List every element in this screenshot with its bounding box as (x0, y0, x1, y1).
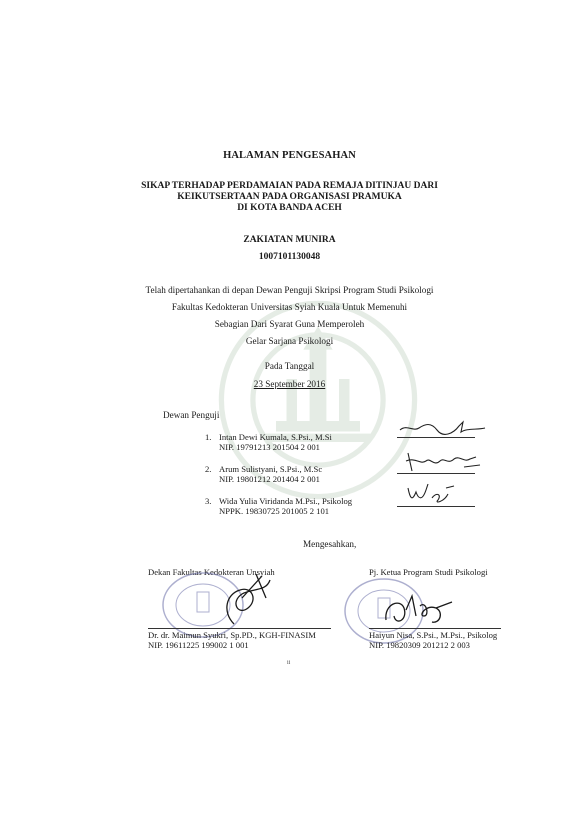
dean-id: NIP. 19611225 199002 1 001 (148, 640, 249, 650)
examiner-3-id: NPPK. 19830725 201005 2 101 (219, 506, 330, 516)
dean-signature-line (148, 628, 331, 629)
page-heading: HALAMAN PENGESAHAN (223, 150, 356, 161)
thesis-title-line-1: SIKAP TERHADAP PERDAMAIAN PADA REMAJA DITINJAU DARI (141, 181, 438, 191)
examiner-3-name: Wida Yulia Viridanda M.Psi., Psikolog (219, 496, 353, 506)
examiner-1-name: Intan Dewi Kumala, S.Psi., M.Si (219, 432, 332, 442)
thesis-title-line-3: DI KOTA BANDA ACEH (237, 203, 342, 213)
statement-line-1: Telah dipertahankan di depan Dewan Penguji Skripsi Program Studi Psikologi (145, 285, 434, 295)
author-name: ZAKIATAN MUNIRA (243, 235, 336, 245)
approval-label: Mengesahkan, (303, 539, 357, 549)
examiner-1-signature-icon (397, 418, 487, 440)
examiner-2-name: Arum Sulistyani, S.Psi., M.Sc (219, 464, 323, 474)
examiner-3-signature-icon (404, 480, 460, 508)
author-nim: 1007101130048 (258, 252, 321, 262)
page-number: ii (287, 660, 291, 666)
statement-line-3: Sebagian Dari Syarat Guna Memperoleh (214, 319, 365, 329)
statement-line-2: Fakultas Kedokteran Universitas Syiah Kuala Untuk Memenuhi (171, 302, 408, 312)
date-label: Pada Tanggal (264, 361, 315, 371)
program-head-id: NIP. 19820309 201212 2 003 (369, 640, 470, 650)
statement-line-4: Gelar Sarjana Psikologi (245, 336, 334, 346)
examiner-2-id: NIP. 19801212 201404 2 001 (219, 474, 320, 484)
dean-role: Dekan Fakultas Kedokteran Unsyiah (148, 567, 275, 577)
defense-date: 23 September 2016 (253, 379, 326, 389)
program-head-name: Haiyun Nisa, S.Psi., M.Psi., Psikolog (369, 630, 498, 640)
examiner-2-number: 2. (205, 464, 212, 474)
program-head-role: Pj. Ketua Program Studi Psikologi (369, 567, 488, 577)
examiner-1-number: 1. (205, 432, 212, 442)
program-head-signature-line (369, 628, 501, 629)
dean-signature-icon (212, 572, 272, 628)
program-head-signature-icon (380, 590, 454, 632)
dean-name: Dr. dr. Maimun Syukri, Sp.PD., KGH-FINASIM (148, 630, 316, 640)
examiner-3-number: 3. (205, 496, 212, 506)
examiner-1-id: NIP. 19791213 201504 2 001 (219, 442, 320, 452)
examiners-label: Dewan Penguji (163, 410, 220, 420)
examiner-2-signature-icon (404, 447, 484, 475)
thesis-title-line-2: KEIKUTSERTAAN PADA ORGANISASI PRAMUKA (177, 192, 402, 202)
